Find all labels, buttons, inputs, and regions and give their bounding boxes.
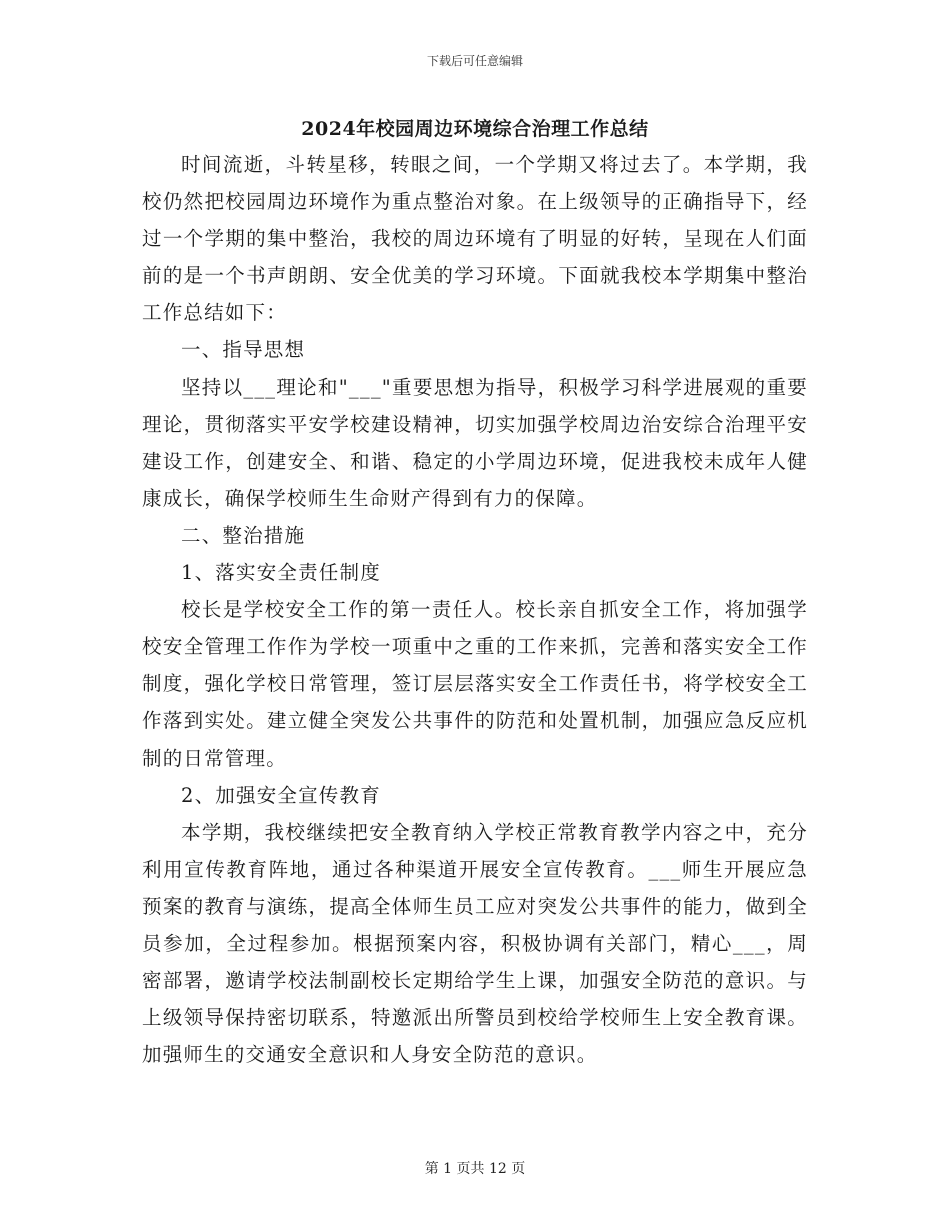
document-body [142, 146, 808, 1073]
paragraph-guiding-ideology: 坚持以___理论和"___"重要思想为指导，积极学习科学进展观的重要理论，贯彻落实平安学校建设精神，切实加强学校周边治安综合治理平安建设工作，创建安全、和谐、稳定的小学周边环境，促进我校未成年人健康成长，确保学校师生生命财产得到有力的保障。 [142, 375, 808, 510]
section-heading-measures: 二、整治措施 [181, 523, 306, 547]
subheading-safety-education: 2、加强安全宣传教育 [181, 783, 381, 807]
subheading-safety-responsibility: 1、落实安全责任制度 [181, 561, 381, 585]
section-heading-guiding-ideology: 一、指导思想 [181, 338, 306, 362]
header-note: 下载后可任意编辑 [426, 54, 523, 68]
paragraph-safety-responsibility: 校长是学校安全工作的第一责任人。校长亲自抓安全工作，将加强学校安全管理工作作为学校一项重中之重的工作来抓，完善和落实安全工作制度，强化学校日常管理，签订层层落实安全工作责任书，将学校安全工作落到实处。建立健全突发公共事件的防范和处置机制，加强应急反应机制的日常管理。 [142, 598, 808, 770]
page-footer: 第 1 页共 12 页 [424, 1161, 526, 1177]
document-title: 2024年校园周边环境综合治理工作总结 [301, 118, 649, 140]
paragraph-safety-education: 本学期，我校继续把安全教育纳入学校正常教育教学内容之中，充分利用宣传教育阵地，通过各种渠道开展安全宣传教育。___师生开展应急预案的教育与演练，提高全体师生员工应对突发公共事件的能力，做到全员参加，全过程参加。根据预案内容，积极协调有关部门，精心___，周密部署，邀请学校法制副校长定期给学生上课，加强安全防范的意识。与上级领导保持密切联系，特邀派出所警员到校给学校师生上安全教育课。加强师生的交通安全意识和人身安全防范的意识。 [142, 820, 808, 1067]
paragraph-intro: 时间流逝，斗转星移，转眼之间，一个学期又将过去了。本学期，我校仍然把校园周边环境作为重点整治对象。在上级领导的正确指导下，经过一个学期的集中整治，我校的周边环境有了明显的好转，呈现在人们面前的是一个书声朗朗、安全优美的学习环境。下面就我校本学期集中整治工作总结如下： [142, 153, 808, 325]
